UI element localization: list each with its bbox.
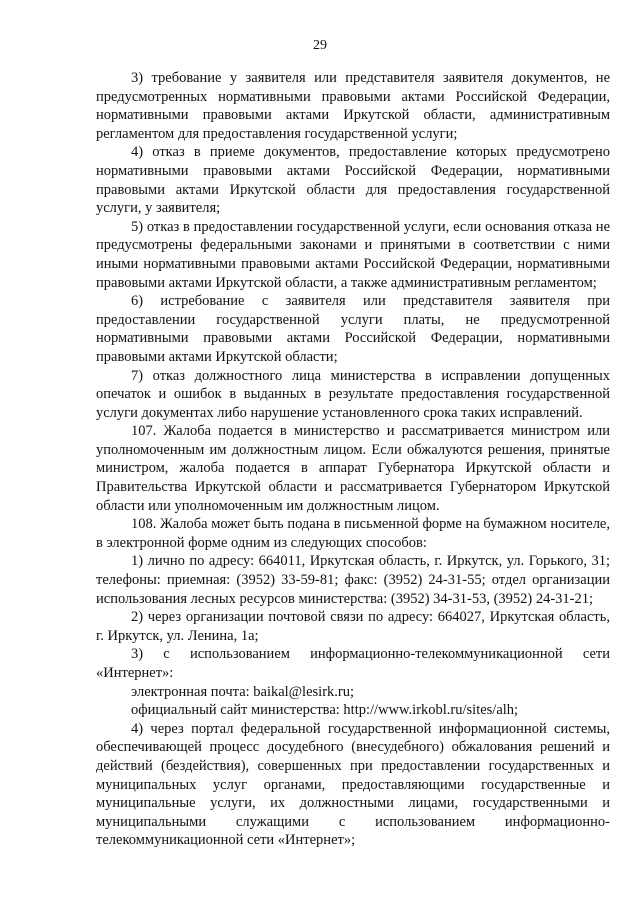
paragraph-108: 108. Жалоба может быть подана в письменной форме на бумажном носителе, в электронной форме одним из следующих способов: <box>96 516 610 551</box>
paragraph-108-item-3: 3) с использованием информационно-телекоммуникационной сети «Интернет»: <box>96 646 610 681</box>
paragraph-item-3: 3) требование у заявителя или представителя заявителя документов, не предусмотренных нормативными правовыми актами Российской Федерации, нормативными правовыми актами Иркутской области, административным регламентом для предоставления государственной услуги; <box>96 70 610 142</box>
paragraph-item-5: 5) отказ в предоставлении государственной услуги, если основания отказа не предусмотрены федеральными законами и принятыми в соответствии с ними иными нормативными правовыми актами Российской Федерации, нормативными правовыми актами Иркутской области, а также административным регламентом; <box>96 218 610 291</box>
page-number: 29 <box>313 38 327 53</box>
paragraph-item-6: 6) истребование с заявителя или представителя заявителя при предоставлении государственной услуги платы, не предусмотренной нормативными правовыми актами Российской Федерации, нормативными правовыми актами Иркутской области; <box>96 293 610 365</box>
paragraph-108-item-1: 1) лично по адресу: 664011, Иркутская область, г. Иркутск, ул. Горького, 31; телефоны: приемная: (3952) 33-59-81; факс: (3952) 24-31-55; отдел организации использования лесных ресурсов министерства: (3952) 34-31-53, (3952) 24-31-21; <box>96 553 610 607</box>
paragraph-item-4: 4) отказ в приеме документов, предоставление которых предусмотрено нормативными правовыми актами Российской Федерации, нормативными правовыми актами Иркутской области для предоставления государственной услуги, у заявителя; <box>96 144 610 217</box>
paragraph-item-7: 7) отказ должностного лица министерства в исправлении допущенных опечаток и ошибок в выданных в результате предоставления государственной услуги документах либо нарушение установленного срока таких исправлений. <box>96 367 610 421</box>
website-line: официальный сайт министерства: http://www.irkobl.ru/sites/alh; <box>131 702 519 719</box>
document-body <box>96 69 610 850</box>
paragraph-108-item-4: 4) через портал федеральной государственной информационной системы, обеспечивающей процесс досудебного (внесудебного) обжалования решений и действий (бездействия), совершенных при предоставлении государственных и муниципальных услуг органами, предоставляющими государственные и муниципальные услуги, их должностными лицами, государственными и муниципальными служащими с использованием информационно-телекоммуникационной сети «Интернет»; <box>96 720 610 849</box>
paragraph-107: 107. Жалоба подается в министерство и рассматривается министром или уполномоченным им должностным лицом. Если обжалуются решения, принятые министром, жалоба подается в аппарат Губернатора Иркутской области и Правительства Иркутской области и рассматривается Губернатором Иркутской области или уполномоченным им должностным лицом. <box>96 423 610 514</box>
paragraph-108-item-2: 2) через организации почтовой связи по адресу: 664027, Иркутская область, г. Иркутск, ул. Ленина, 1а; <box>96 609 610 644</box>
email-line: электронная почта: baikal@lesirk.ru; <box>131 683 355 700</box>
